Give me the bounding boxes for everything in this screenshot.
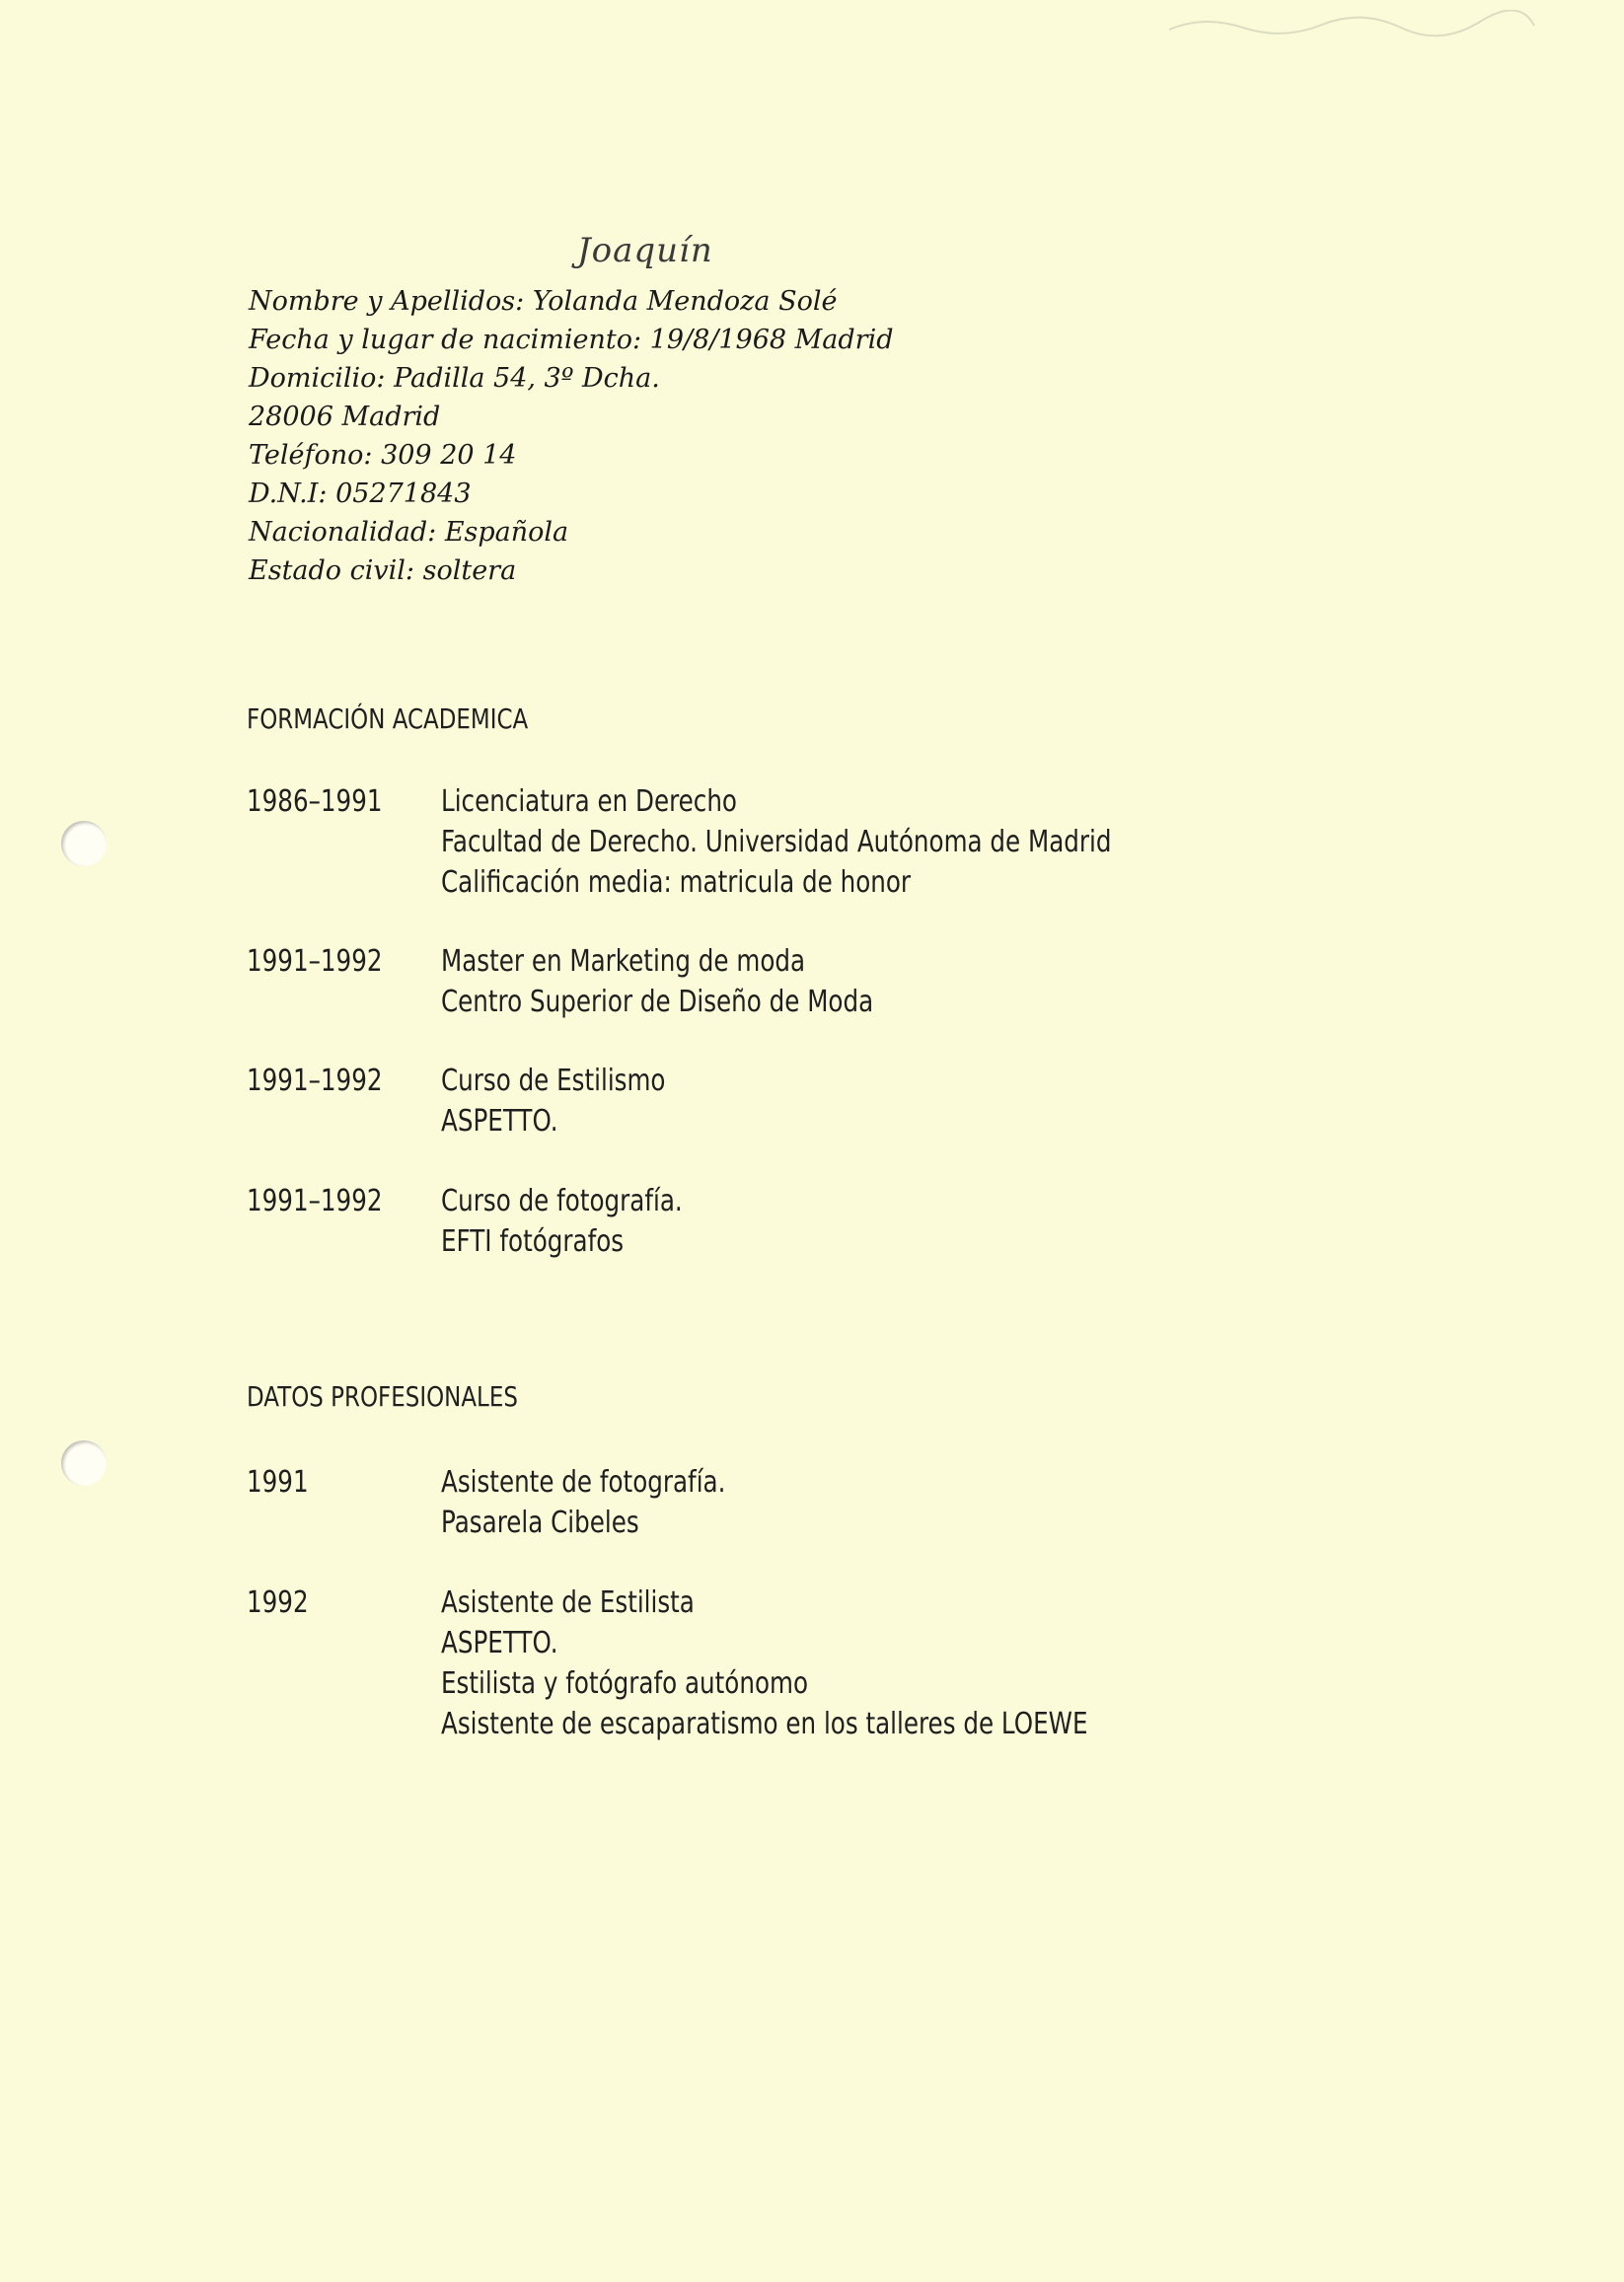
entry-line: Facultad de Derecho. Universidad Autónoma de Madrid bbox=[441, 825, 1112, 859]
section-title-datos: DATOS PROFESIONALES bbox=[247, 1380, 518, 1413]
personal-birth: Fecha y lugar de nacimiento: 19/8/1968 Madrid bbox=[249, 325, 894, 355]
personal-info bbox=[249, 282, 894, 590]
punch-hole-top bbox=[61, 821, 107, 866]
faint-marking bbox=[1164, 10, 1539, 39]
entry-line: Master en Marketing de moda bbox=[441, 944, 806, 979]
entry-year: 1991–1992 bbox=[247, 1064, 383, 1098]
handwritten-annotation: Joaquín bbox=[577, 231, 713, 270]
punch-hole-bottom bbox=[61, 1440, 107, 1486]
entry-year: 1991–1992 bbox=[247, 1184, 383, 1218]
personal-dni: D.N.I: 05271843 bbox=[249, 478, 472, 509]
entry-line: Curso de fotografía. bbox=[441, 1184, 683, 1218]
personal-phone: Teléfono: 309 20 14 bbox=[249, 440, 517, 471]
entry-year: 1986–1991 bbox=[247, 784, 383, 819]
entry-year: 1991 bbox=[247, 1465, 309, 1500]
entry-line: ASPETTO. bbox=[441, 1626, 558, 1660]
entry-line: Centro Superior de Diseño de Moda bbox=[441, 985, 874, 1019]
entry-line: Estilista y fotógrafo autónomo bbox=[441, 1666, 809, 1701]
personal-name: Nombre y Apellidos: Yolanda Mendoza Solé bbox=[249, 286, 838, 317]
entry-line: Pasarela Cibeles bbox=[441, 1506, 639, 1540]
entry-line: Asistente de fotografía. bbox=[441, 1465, 726, 1500]
entry-line: Asistente de escaparatismo en los talleres de LOEWE bbox=[441, 1707, 1088, 1741]
entry-line: Curso de Estilismo bbox=[441, 1064, 666, 1098]
personal-nationality: Nacionalidad: Española bbox=[249, 517, 569, 548]
entry-line: Asistente de Estilista bbox=[441, 1585, 695, 1620]
personal-address: Domicilio: Padilla 54, 3º Dcha. bbox=[249, 363, 660, 394]
entry-line: Licenciatura en Derecho bbox=[441, 784, 737, 819]
entry-line: EFTI fotógrafos bbox=[441, 1224, 625, 1259]
entry-year: 1991–1992 bbox=[247, 944, 383, 979]
personal-civil-status: Estado civil: soltera bbox=[249, 555, 517, 586]
personal-postcode: 28006 Madrid bbox=[249, 402, 441, 432]
entry-line: ASPETTO. bbox=[441, 1104, 558, 1139]
section-title-formacion: FORMACIÓN ACADEMICA bbox=[247, 702, 529, 735]
entry-line: Calificación media: matricula de honor bbox=[441, 865, 912, 900]
entry-year: 1992 bbox=[247, 1585, 309, 1620]
